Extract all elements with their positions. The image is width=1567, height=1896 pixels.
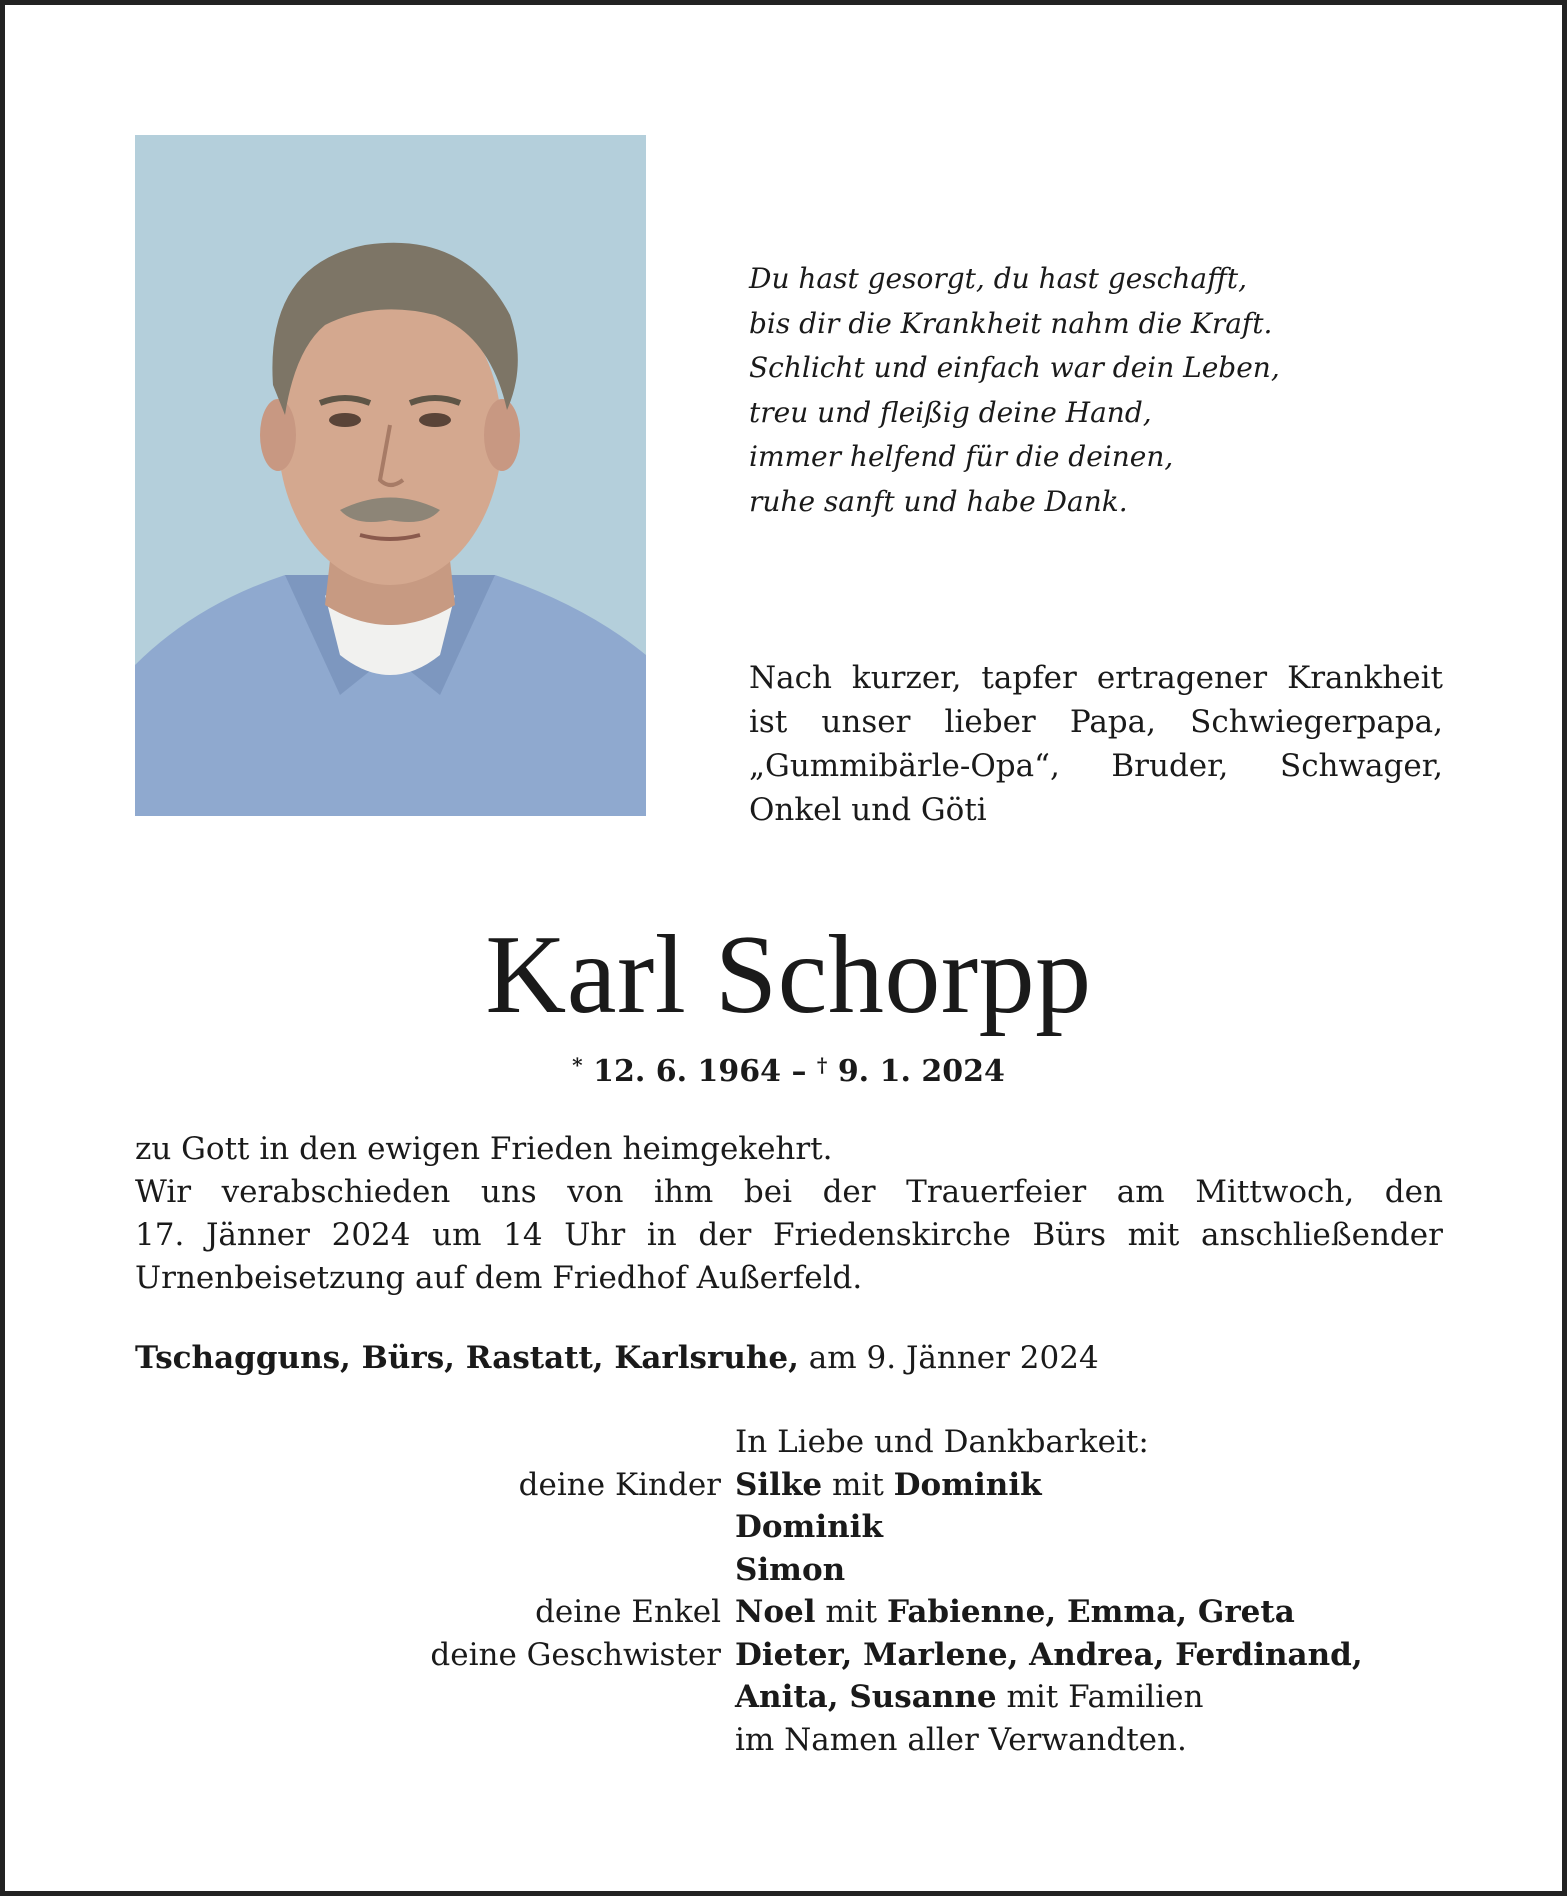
signoff-heading: In Liebe und Dankbarkeit: xyxy=(735,1424,1149,1460)
places: Tschagguns, Bürs, Rastatt, Karlsruhe, xyxy=(135,1340,799,1376)
portrait-photo xyxy=(135,135,646,816)
notice-word: von xyxy=(567,1174,624,1210)
child-name: Simon xyxy=(735,1551,846,1588)
children-row xyxy=(135,1506,1443,1549)
siblings-row xyxy=(135,1634,1443,1677)
portrait-illustration xyxy=(135,135,646,816)
poem-line: Schlicht und einfach war dein Leben, xyxy=(749,351,1280,384)
signoff-heading-row xyxy=(135,1421,1443,1464)
intro-word: ist xyxy=(749,704,788,740)
poem-line: immer helfend für die deinen, xyxy=(749,440,1174,473)
closing-row xyxy=(135,1719,1443,1762)
intro-word: „Gummibärle-Opa“, xyxy=(749,748,1060,784)
birth-date: 12. 6. 1964 xyxy=(593,1054,781,1089)
children-row xyxy=(135,1549,1443,1592)
notice-line: Urnenbeisetzung auf dem Friedhof Außerfeld. xyxy=(135,1260,863,1296)
partner-name: Dominik xyxy=(893,1466,1042,1503)
child-name: Dominik xyxy=(735,1509,883,1545)
sibling-names: Anita, Susanne xyxy=(735,1679,997,1715)
notice-word: Bürs xyxy=(1032,1217,1106,1253)
notice-word: 14 xyxy=(503,1217,543,1253)
notice-word: der xyxy=(698,1217,752,1253)
grandchild-name: Noel xyxy=(735,1594,816,1630)
intro-word: Bruder, xyxy=(1111,748,1229,784)
notice-word: den xyxy=(1384,1174,1443,1210)
sibling-names: Dieter, Marlene, Andrea, Ferdinand, xyxy=(735,1636,1363,1673)
siblings-label: deine Geschwister xyxy=(430,1636,721,1673)
funeral-notice xyxy=(135,1128,1443,1300)
child-name: Silke xyxy=(735,1466,823,1503)
siblings-row xyxy=(135,1676,1443,1719)
notice-word: 17. xyxy=(135,1217,185,1253)
connector: mit xyxy=(832,1466,884,1503)
date-separator: – xyxy=(791,1054,807,1089)
intro-word: Krankheit xyxy=(1287,660,1443,696)
intro-word: tapfer xyxy=(981,660,1077,696)
poem xyxy=(749,257,1280,524)
mourners-list xyxy=(135,1421,1443,1761)
poem-line: treu und fleißig deine Hand, xyxy=(749,395,1152,429)
notice-word: Mittwoch, xyxy=(1195,1174,1355,1210)
life-dates xyxy=(5,1043,1567,1094)
intro-word: kurzer, xyxy=(851,660,962,696)
intro-line xyxy=(749,656,1443,700)
notice-word: Uhr xyxy=(564,1217,626,1253)
families-note: mit Familien xyxy=(1006,1679,1204,1715)
notice-word: uns xyxy=(480,1174,537,1210)
intro-word: Papa, xyxy=(1069,704,1156,740)
death-date: 9. 1. 2024 xyxy=(837,1054,1005,1089)
notice-word: der xyxy=(822,1174,876,1210)
intro-word: ertragener xyxy=(1096,660,1268,696)
intro-word: Schwager, xyxy=(1279,748,1443,784)
children-row xyxy=(135,1464,1443,1507)
poem-line: ruhe sanft und habe Dank. xyxy=(749,484,1128,518)
intro-word: Nach xyxy=(749,660,832,696)
intro-line xyxy=(749,700,1443,744)
intro-word: Schwiegerpapa, xyxy=(1190,704,1443,740)
notice-line xyxy=(135,1171,1443,1214)
notice-word: bei xyxy=(743,1174,792,1210)
birth-star-symbol: * xyxy=(572,1053,583,1077)
notice-line: zu Gott in den ewigen Frieden heimgekehrt. xyxy=(135,1131,833,1167)
notice-word: anschließender xyxy=(1201,1217,1443,1253)
notice-word: um xyxy=(432,1217,482,1253)
notice-line xyxy=(135,1214,1443,1257)
intro-line: Onkel und Göti xyxy=(749,792,987,828)
deceased-name: Karl Schorpp xyxy=(485,913,1092,1037)
place-and-date xyxy=(135,1337,1099,1380)
notice-word: 2024 xyxy=(331,1217,411,1253)
notice-date: am 9. Jänner 2024 xyxy=(808,1340,1099,1376)
announcement-intro xyxy=(749,656,1443,832)
notice-word: Wir xyxy=(135,1174,192,1210)
grandchildren-label: deine Enkel xyxy=(535,1594,721,1630)
notice-word: mit xyxy=(1127,1217,1180,1253)
notice-word: Jänner xyxy=(205,1217,310,1253)
connector: mit xyxy=(825,1594,878,1630)
poem-line: Du hast gesorgt, du hast geschafft, xyxy=(749,262,1248,295)
intro-line xyxy=(749,744,1443,788)
grandchildren-row xyxy=(135,1591,1443,1634)
poem-line: bis dir die Krankheit nahm die Kraft. xyxy=(749,306,1273,340)
notice-word: in xyxy=(646,1217,677,1253)
closing-line: im Namen aller Verwandten. xyxy=(735,1721,1187,1758)
notice-word: verabschieden xyxy=(221,1174,451,1210)
notice-word: Trauerfeier xyxy=(906,1174,1087,1210)
notice-word: ihm xyxy=(654,1174,714,1210)
notice-word: am xyxy=(1116,1174,1165,1210)
children-label: deine Kinder xyxy=(518,1466,721,1503)
notice-word: Friedenskirche xyxy=(773,1217,1011,1253)
intro-word: unser xyxy=(821,704,911,740)
grandchild-companions: Fabienne, Emma, Greta xyxy=(887,1594,1295,1630)
intro-word: lieber xyxy=(944,704,1036,740)
death-cross-symbol: † xyxy=(816,1053,828,1077)
